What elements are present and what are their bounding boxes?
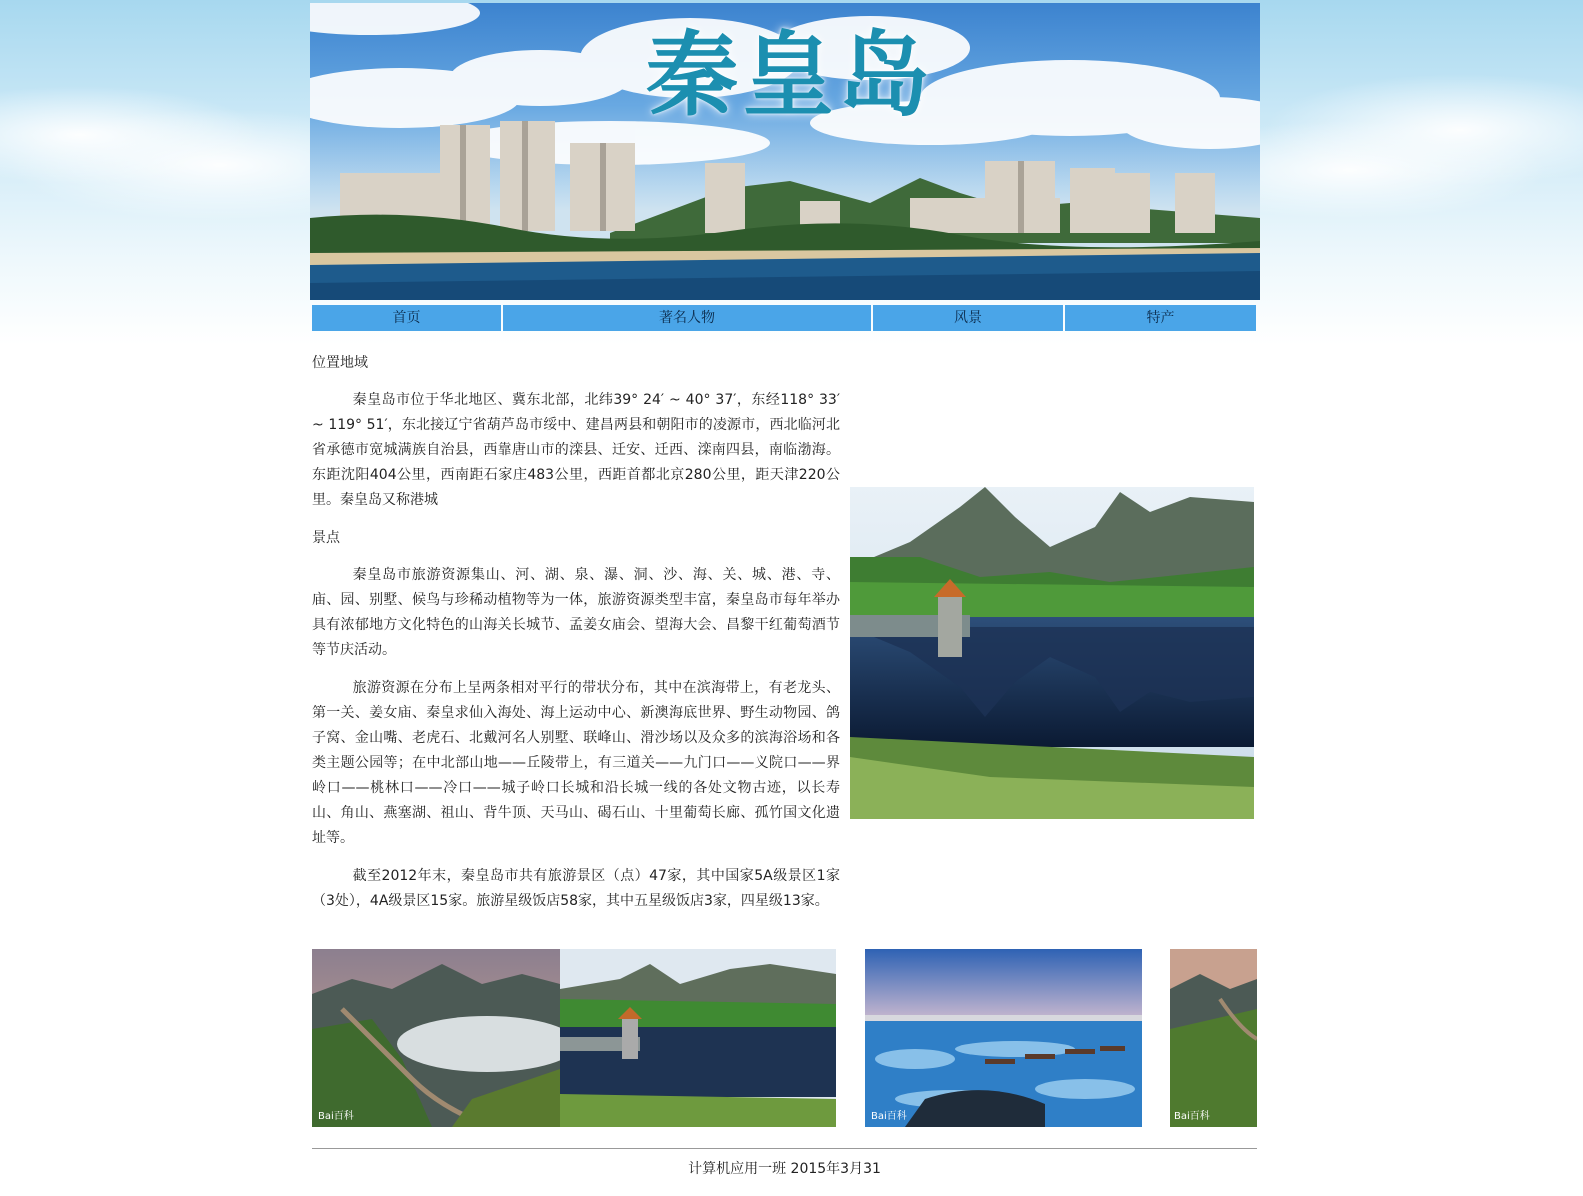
nav-item-scenery[interactable]: 风景 — [873, 305, 1063, 331]
main-nav — [310, 305, 1260, 331]
footer-credit: 计算机应用一班 2015年3月31 — [688, 1161, 881, 1177]
gallery-photo-great-wall[interactable] — [312, 949, 560, 1127]
paragraph-location: 秦皇岛市位于华北地区、冀东北部，北纬39° 24′ ~ 40° 37′，东经118° 33′ ~ 119° 51′，东北接辽宁省葫芦岛市绥中、建昌两县和朝阳市的凌源市，西北临河北省承德市宽城满族自治县，西靠唐山市的滦县、迁安、迁西、滦南四县，南临渤海。东距沈阳404公里，西南距石家庄483公里，西距首都北京280公里，距天津220公里。秦皇岛又称港城 — [312, 392, 840, 508]
nav-item-famous-people[interactable]: 著名人物 — [503, 305, 871, 331]
paragraph-attractions-2: 旅游资源在分布上呈两条相对平行的带状分布，其中在滨海带上，有老龙头、第一关、姜女庙、秦皇求仙入海处、海上运动中心、新澳海底世界、野生动物园、鸽子窝、金山嘴、老虎石、北戴河名人别墅、联峰山、滑沙场以及众多的滨海浴场和各类主题公园等；在中北部山地——丘陵带上，有三道关——九门口——义院口——界岭口——桃林口——冷口——城子岭口长城和沿长城一线的各处文物古迹，以长寿山、角山、燕塞湖、祖山、背牛顶、天马山、碣石山、十里葡萄长廊、孤竹国文化遗址等。 — [312, 680, 840, 846]
gallery-photo-lake[interactable] — [560, 949, 836, 1127]
nav-item-specialties[interactable]: 特产 — [1065, 305, 1256, 331]
section-title-attractions: 景点 — [312, 530, 340, 546]
site-title: 秦皇岛 — [645, 22, 934, 129]
photo-gallery — [312, 949, 1257, 1127]
gallery-watermark: Bai百科 — [318, 1111, 354, 1122]
main-content — [310, 351, 1260, 911]
page-container — [310, 3, 1260, 911]
gallery-watermark: Bai百科 — [1174, 1111, 1210, 1122]
lake-mountain-photo — [850, 487, 1254, 819]
paragraph-attractions-3: 截至2012年末，秦皇岛市共有旅游景区（点）47家，其中国家5A级景区1家（3处），4A级景区15家。旅游星级饭店58家，其中五星级饭店3家，四星级13家。 — [312, 868, 840, 909]
gallery-photo-sea[interactable] — [865, 949, 1142, 1127]
footer-divider — [312, 1148, 1257, 1149]
paragraph-attractions-1: 秦皇岛市旅游资源集山、河、湖、泉、瀑、洞、沙、海、关、城、港、寺、庙、园、别墅、候鸟与珍稀动植物等为一体，旅游资源类型丰富，秦皇岛市每年举办具有浓郁地方文化特色的山海关长城节、孟姜女庙会、望海大会、昌黎干红葡萄酒节等节庆活动。 — [312, 567, 840, 658]
gallery-watermark: Bai百科 — [871, 1111, 907, 1122]
header-banner — [310, 3, 1260, 300]
section-title-location: 位置地域 — [312, 355, 368, 371]
gallery-photo-great-wall-2[interactable] — [1170, 949, 1257, 1127]
article-text — [312, 351, 840, 927]
nav-item-home[interactable]: 首页 — [312, 305, 501, 331]
